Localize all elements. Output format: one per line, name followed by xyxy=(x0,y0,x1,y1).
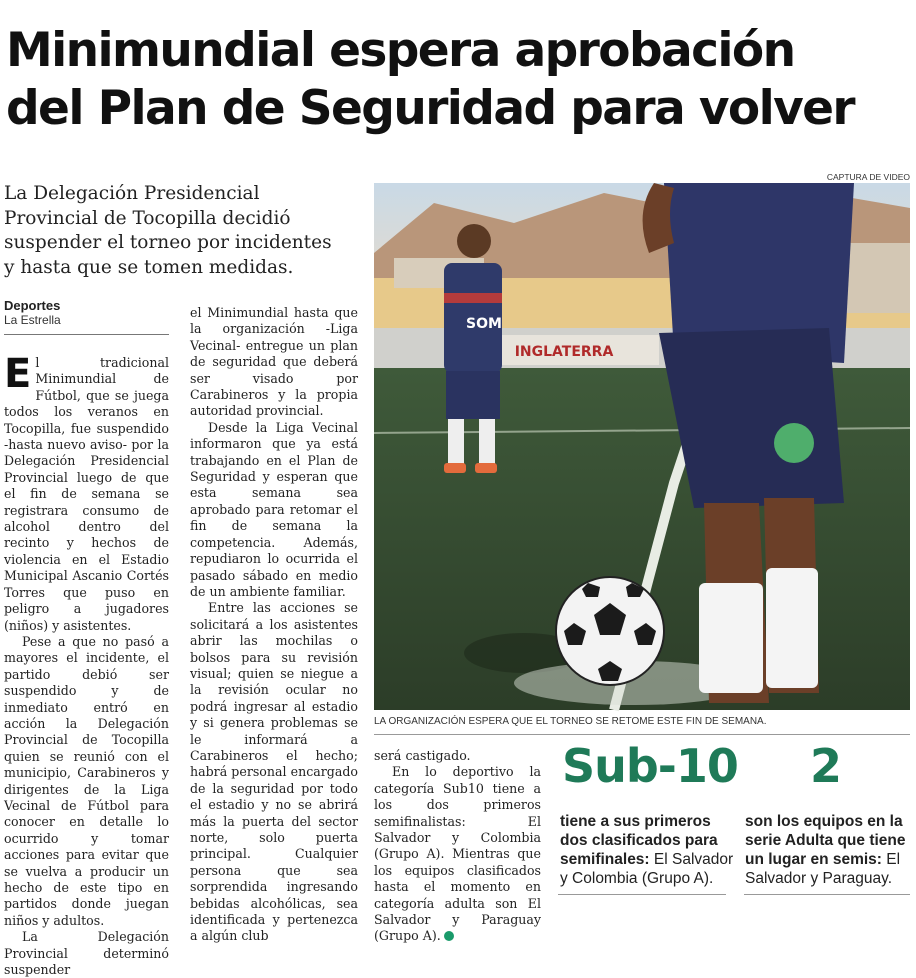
byline-section: Deportes xyxy=(4,298,61,313)
byline-divider xyxy=(4,334,169,335)
article-paragraph: será castigado. xyxy=(374,748,471,763)
article-paragraph: La Delegación Provincial determinó suspender xyxy=(4,929,169,978)
article-paragraph: Pese a que no pasó a mayores el incidente, el partido debió ser suspendido y de inmediato entró en acción la Delegación Provincial de Tocopilla quien se reunió con el municipio, Carabineros y dirigentes de la Liga Vecinal de Fútbol para conocer en detalle lo ocurrido y tomar acciones para evitar que se vuelva a producir un hecho de este tipo en partidos donde juegan niños y adultos. xyxy=(4,633,169,928)
stat-description-sub10 xyxy=(560,812,733,888)
soccer-photo-illustration xyxy=(374,183,910,710)
stat-line: Salvador y Paraguay. xyxy=(745,870,893,887)
article-paragraph xyxy=(374,764,541,944)
article-paragraph xyxy=(4,351,169,634)
subhead-line: Provincial de Tocopilla decidió xyxy=(4,207,291,229)
article-paragraph-text: En lo deportivo la categoría Sub10 tiene a los dos primeros semifinalistas: El Salvador y Colombia (Grupo A). Mientras que los equipos clasificados hasta el momento en categoría adulta son El Salvador y Paraguay (Grupo A). xyxy=(374,764,541,944)
article-photo xyxy=(374,183,910,710)
drop-cap: E xyxy=(4,351,32,397)
article-column-2 xyxy=(190,305,358,944)
stat-divider xyxy=(558,894,726,895)
end-mark-icon xyxy=(444,931,454,941)
article-paragraph: Entre las acciones se solicitará a los asistentes abrir las mochilas o bolsos para su revisión visual; quien se niegue a la revisión ocular no podrá ingresar al estadio y si genera problemas se le informará a Carabineros el hecho; habrá personal encargado de la seguridad por todo el estadio y no se abrirá más la puerta del sector norte, solo puerta principal. Cualquier persona que sea sorprendida ingresando bebidas alcohólicas, sea identificada y pertenezca a algún club xyxy=(190,600,358,944)
stat-line: tiene a sus primeros xyxy=(560,813,711,830)
article-paragraph: Desde la Liga Vecinal informaron que ya está trabajando en el Plan de Seguridad y esperan que esta semana sea aprobado para retomar el fin de semana la competencia. Además, repudiaron lo ocurrida el pasado sábado en medio de un ambiente familiar. xyxy=(190,419,358,599)
stat-line: son los equipos en la xyxy=(745,813,903,830)
photo-credit: CAPTURA DE VIDEO xyxy=(826,172,910,182)
byline-source: La Estrella xyxy=(4,313,61,327)
stat-line: dos clasificados para xyxy=(560,832,718,849)
headline-line-1: Minimundial espera aprobación xyxy=(6,23,795,78)
subhead-line: suspender el torneo por incidentes xyxy=(4,232,332,253)
headline xyxy=(6,22,911,138)
stat-line: un lugar en semis: xyxy=(745,851,882,868)
stat-number-sub10: Sub-10 xyxy=(562,739,738,793)
stat-line: y Colombia (Grupo A). xyxy=(560,870,714,887)
caption-divider xyxy=(374,734,910,735)
article-paragraph-text: l tradicional Minimundial de Fútbol, que se juega todos los veranos en Tocopilla, fue suspendido -hasta nuevo aviso- por la Delegación Presidencial Provincial luego de que el fin de semana se registrara consumo de alcohol dentro del recinto y hechos de violencia en el Estadio Municipal Ascanio Cortés Torres que puso en peligro a jugadores (niños) y asistentes. xyxy=(4,355,169,633)
stat-line-tail: El Salvador xyxy=(649,851,734,868)
stat-line-tail: El xyxy=(881,851,901,868)
subhead-line: y hasta que se tomen medidas. xyxy=(4,256,294,278)
stat-divider xyxy=(744,894,910,895)
article-paragraph: el Minimundial hasta que la organización -Liga Vecinal- entregue un plan de seguridad que deberá ser visado por Carabineros y la propia autoridad provincial. xyxy=(190,305,358,419)
photo-caption: LA ORGANIZACIÓN ESPERA QUE EL TORNEO SE RETOME ESTE FIN DE SEMANA. xyxy=(374,716,767,727)
jersey-text: SOM xyxy=(466,316,502,332)
article-column-1 xyxy=(4,351,169,978)
article-column-3 xyxy=(374,748,541,944)
subhead-line: La Delegación Presidencial xyxy=(4,183,260,204)
stat-line: serie Adulta que tiene xyxy=(745,832,906,849)
stat-description-adult xyxy=(745,812,906,888)
headline-line-2: del Plan de Seguridad para volver xyxy=(6,81,855,136)
stat-number-adult: 2 xyxy=(810,739,842,793)
stat-line: semifinales: xyxy=(560,851,650,868)
subhead xyxy=(4,182,362,280)
stadium-banner-text: INGLATERRA xyxy=(514,344,614,360)
